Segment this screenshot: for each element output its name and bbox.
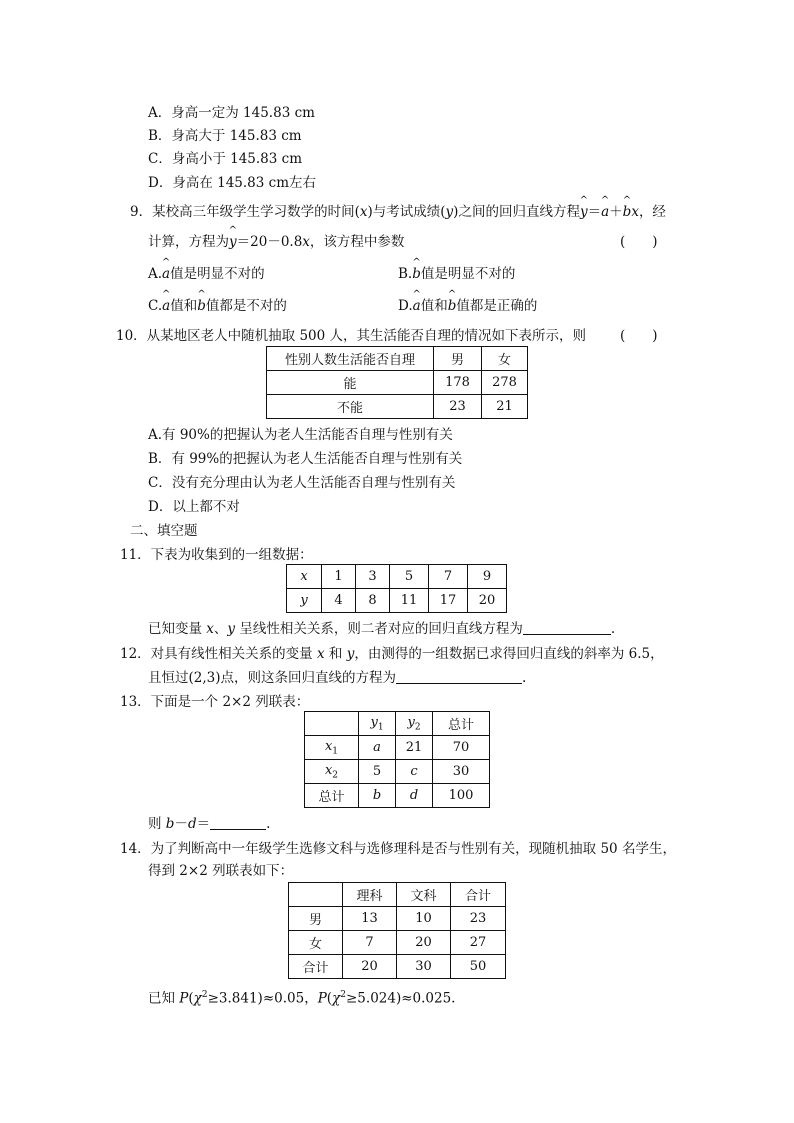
- table-row-label: $x_1$: [305, 736, 359, 760]
- table-header-cell: 女: [482, 347, 528, 371]
- table-cell: 11: [390, 589, 429, 613]
- table-row: [305, 736, 490, 760]
- q8-option-c: C．身高小于 145.83 cm: [148, 151, 303, 167]
- q11-table: [286, 564, 507, 613]
- table-row-label: 合计: [289, 955, 343, 979]
- q12-stem-line2: 且恒过(2,3)点，则这条回归直线的方程为 .: [148, 670, 527, 686]
- q10-option-c: C．没有充分理由认为老人生活能否自理与性别有关: [148, 475, 456, 491]
- table-header-cell: y: [287, 589, 322, 613]
- q11-stem: 11．下表为收集到的一组数据：: [120, 547, 313, 563]
- table-cell: 21: [396, 736, 433, 760]
- table-cell: d: [396, 784, 433, 808]
- table-header-cell: x: [287, 565, 322, 589]
- q9-option-a: A.^ a值是明显不对的: [148, 265, 265, 283]
- table-row-label: 男: [289, 907, 343, 931]
- table-header-cell: 总计: [433, 712, 490, 736]
- table-row: [289, 955, 506, 979]
- q9-option-d: D.^ a值和^ b值都是正确的: [398, 297, 537, 315]
- table-header-cell: $y_1$: [359, 712, 396, 736]
- table-row: [267, 371, 528, 395]
- table-cell: 能: [267, 371, 434, 395]
- table-row: [267, 347, 528, 371]
- table-header-cell: [305, 712, 359, 736]
- table-cell: 4: [322, 589, 356, 613]
- section-heading: 二、填空题: [130, 523, 198, 539]
- q9-option-b: B.^ b值是明显不对的: [398, 265, 515, 283]
- q10-table: [266, 346, 528, 419]
- table-row-label: 女: [289, 931, 343, 955]
- table-cell: b: [359, 784, 396, 808]
- table-row: [305, 712, 490, 736]
- table-cell: 7: [429, 565, 468, 589]
- q8-option-b: B．身高大于 145.83 cm: [148, 128, 302, 144]
- q13-stem: 13．下面是一个 2×2 列联表：: [120, 694, 310, 710]
- table-cell: 20: [397, 931, 451, 955]
- table-cell: 70: [433, 736, 490, 760]
- table-cell: 17: [429, 589, 468, 613]
- table-cell: a: [359, 736, 396, 760]
- q9-stem-line2: 计算，方程为^ y＝20－0.8x，该方程中参数: [148, 233, 404, 251]
- table-row: [305, 760, 490, 784]
- table-cell: 不能: [267, 395, 434, 419]
- table-cell: 20: [468, 589, 507, 613]
- table-header-cell: [289, 883, 343, 907]
- table-cell: 7: [343, 931, 397, 955]
- q13-question: 则 b－d＝ .: [148, 816, 271, 832]
- table-cell: 178: [434, 371, 482, 395]
- q13-table: [304, 711, 490, 808]
- answer-blank[interactable]: [396, 669, 522, 684]
- table-cell: 5: [390, 565, 429, 589]
- q8-option-d: D．身高在 145.83 cm左右: [148, 175, 317, 191]
- table-cell: 13: [343, 907, 397, 931]
- q10-option-b: B．有 99%的把握认为老人生活能否自理与性别有关: [148, 451, 463, 467]
- q9-answer-paren: ( ): [620, 234, 658, 250]
- table-header-cell: 合计: [451, 883, 506, 907]
- q14-stem-line2: 得到 2×2 列联表如下：: [148, 863, 294, 879]
- table-cell: 23: [434, 395, 482, 419]
- q9-stem-line1: 9．某校高三年级学生学习数学的时间(x)与考试成绩(y)之间的回归直线方程^ y＝^ a＋^ bx，经: [130, 203, 666, 221]
- q14-stem-line1: 14．为了判断高中一年级学生选修文科与选修理科是否与性别有关，现随机抽取 50 名学生，: [120, 841, 676, 857]
- q10-stem: 10．从某地区老人中随机抽取 500 人，其生活能否自理的情况如下表所示，则: [116, 328, 587, 344]
- table-cell: 23: [451, 907, 506, 931]
- table-row: [289, 907, 506, 931]
- table-row-label: $x_2$: [305, 760, 359, 784]
- table-cell: 27: [451, 931, 506, 955]
- table-header-cell: 文科: [397, 883, 451, 907]
- q11-question: 已知变量 x、y 呈线性相关关系，则二者对应的回归直线方程为 .: [148, 621, 616, 637]
- table-cell: 5: [359, 760, 396, 784]
- q12-stem-line1: 12．对具有线性相关关系的变量 x 和 y，由测得的一组数据已求得回归直线的斜率为 6.5，: [120, 646, 664, 662]
- table-header-cell: 理科: [343, 883, 397, 907]
- q9-option-c: C.^ a值和^ b值都是不对的: [148, 297, 287, 315]
- table-cell: 9: [468, 565, 507, 589]
- table-header-cell: 性别人数生活能否自理: [267, 347, 434, 371]
- table-cell: 30: [433, 760, 490, 784]
- table-cell: 20: [343, 955, 397, 979]
- table-row: [267, 395, 528, 419]
- q14-table: [288, 882, 506, 979]
- q8-option-a: A．身高一定为 145.83 cm: [148, 105, 315, 121]
- table-cell: 50: [451, 955, 506, 979]
- q10-answer-paren: ( ): [620, 328, 658, 344]
- q10-option-d: D．以上都不对: [148, 499, 240, 515]
- table-cell: 278: [482, 371, 528, 395]
- answer-blank[interactable]: [523, 620, 611, 635]
- table-header-cell: $y_2$: [396, 712, 433, 736]
- table-cell: 30: [397, 955, 451, 979]
- answer-blank[interactable]: [210, 815, 266, 830]
- table-row: [287, 589, 507, 613]
- table-row: [289, 883, 506, 907]
- table-row: [287, 565, 507, 589]
- q10-option-a: A.有 90%的把握认为老人生活能否自理与性别有关: [148, 427, 453, 443]
- table-cell: c: [396, 760, 433, 784]
- table-row: [289, 931, 506, 955]
- table-cell: 1: [322, 565, 356, 589]
- table-cell: 21: [482, 395, 528, 419]
- table-cell: 10: [397, 907, 451, 931]
- table-cell: 3: [356, 565, 390, 589]
- q14-known-condition: 已知 $P(\chi^2\ge 3.841)\approx 0.05$，$P(\chi^2\ge 5.024)\approx 0.025$.: [148, 990, 456, 1007]
- table-row-label: 总计: [305, 784, 359, 808]
- table-cell: 100: [433, 784, 490, 808]
- table-header-cell: 男: [434, 347, 482, 371]
- table-row: [305, 784, 490, 808]
- table-cell: 8: [356, 589, 390, 613]
